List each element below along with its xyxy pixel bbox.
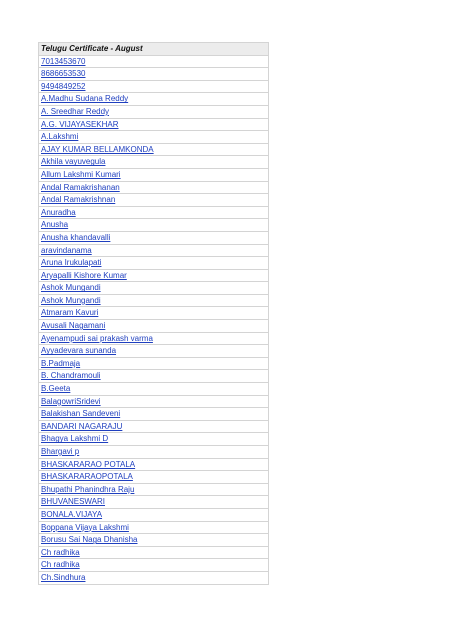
list-cell bbox=[39, 420, 269, 433]
list-row bbox=[39, 93, 269, 106]
list-cell bbox=[39, 206, 269, 219]
list-cell bbox=[39, 80, 269, 93]
list-row bbox=[39, 383, 269, 396]
list-row bbox=[39, 118, 269, 131]
list-row bbox=[39, 257, 269, 270]
list-cell bbox=[39, 131, 269, 144]
list-row bbox=[39, 168, 269, 181]
list-cell bbox=[39, 257, 269, 270]
list-row bbox=[39, 131, 269, 144]
list-row bbox=[39, 559, 269, 572]
list-cell bbox=[39, 357, 269, 370]
list-cell bbox=[39, 307, 269, 320]
list-cell bbox=[39, 105, 269, 118]
name-link[interactable]: A.G. VIJAYASEKHAR bbox=[41, 119, 119, 129]
list-cell bbox=[39, 370, 269, 383]
list-row bbox=[39, 244, 269, 257]
list-row bbox=[39, 231, 269, 244]
name-link[interactable]: Ch.Sindhura bbox=[41, 572, 86, 582]
list-row bbox=[39, 307, 269, 320]
list-cell bbox=[39, 571, 269, 584]
list-cell bbox=[39, 68, 269, 81]
certificate-list-body bbox=[39, 43, 269, 585]
list-cell bbox=[39, 181, 269, 194]
list-cell bbox=[39, 231, 269, 244]
name-link[interactable]: 7013453670 bbox=[41, 56, 86, 66]
list-row bbox=[39, 546, 269, 559]
list-row bbox=[39, 357, 269, 370]
name-link[interactable]: Ch radhika bbox=[41, 560, 80, 570]
list-cell bbox=[39, 408, 269, 421]
list-cell bbox=[39, 118, 269, 131]
list-cell bbox=[39, 446, 269, 459]
list-row bbox=[39, 206, 269, 219]
name-link[interactable]: Bhupathi Phanindhra Raju bbox=[41, 484, 135, 494]
list-cell bbox=[39, 345, 269, 358]
list-cell bbox=[39, 244, 269, 257]
list-row bbox=[39, 534, 269, 547]
list-cell bbox=[39, 194, 269, 207]
name-link[interactable]: BalagowriSridevi bbox=[41, 396, 101, 406]
list-cell bbox=[39, 534, 269, 547]
name-link[interactable]: A. Sreedhar Reddy bbox=[41, 106, 110, 116]
list-cell bbox=[39, 156, 269, 169]
list-cell bbox=[39, 383, 269, 396]
list-row bbox=[39, 345, 269, 358]
list-cell bbox=[39, 282, 269, 295]
list-row bbox=[39, 458, 269, 471]
name-link[interactable]: Akhila vayuvegula bbox=[41, 157, 106, 167]
name-link[interactable]: BHASKARARAOPOTALA bbox=[41, 472, 133, 482]
list-row bbox=[39, 294, 269, 307]
name-link[interactable]: Atmaram Kavuri bbox=[41, 308, 99, 318]
list-cell bbox=[39, 508, 269, 521]
name-link[interactable]: Ch radhika bbox=[41, 547, 80, 557]
list-cell bbox=[39, 496, 269, 509]
list-cell bbox=[39, 546, 269, 559]
name-link[interactable]: Borusu Sai Naga Dhanisha bbox=[41, 535, 138, 545]
list-row bbox=[39, 105, 269, 118]
list-cell bbox=[39, 219, 269, 232]
name-link[interactable]: Boppana Vijaya Lakshmi bbox=[41, 522, 129, 532]
name-link[interactable]: Bhagya Lakshmi D bbox=[41, 434, 109, 444]
list-row bbox=[39, 320, 269, 333]
name-link[interactable]: Anuradha bbox=[41, 207, 76, 217]
list-row bbox=[39, 433, 269, 446]
name-link[interactable]: Avusali Nagamani bbox=[41, 321, 106, 331]
name-link[interactable]: B. Chandramouli bbox=[41, 371, 101, 381]
name-link[interactable]: A.Lakshmi bbox=[41, 132, 79, 142]
list-row bbox=[39, 471, 269, 484]
name-link[interactable]: B.Geeta bbox=[41, 384, 71, 394]
list-cell bbox=[39, 55, 269, 68]
certificate-list-table bbox=[38, 42, 269, 585]
list-cell bbox=[39, 143, 269, 156]
list-row bbox=[39, 269, 269, 282]
name-link[interactable]: Ashok Mungandi bbox=[41, 295, 101, 305]
list-row bbox=[39, 571, 269, 584]
list-cell bbox=[39, 294, 269, 307]
list-row bbox=[39, 332, 269, 345]
name-link[interactable]: Allum Lakshmi Kumari bbox=[41, 169, 121, 179]
list-cell bbox=[39, 433, 269, 446]
list-row bbox=[39, 219, 269, 232]
list-cell bbox=[39, 483, 269, 496]
name-link[interactable]: A.Madhu Sudana Reddy bbox=[41, 94, 129, 104]
list-cell bbox=[39, 93, 269, 106]
list-row bbox=[39, 496, 269, 509]
list-row bbox=[39, 446, 269, 459]
name-link[interactable]: Ashok Mungandi bbox=[41, 283, 101, 293]
list-cell bbox=[39, 395, 269, 408]
name-link[interactable]: Ayyadevara sunanda bbox=[41, 346, 117, 356]
name-link[interactable]: Anusha khandavalli bbox=[41, 232, 111, 242]
name-link[interactable]: Anusha bbox=[41, 220, 69, 230]
list-row bbox=[39, 68, 269, 81]
name-link[interactable]: Balakishan Sandeveni bbox=[41, 409, 121, 419]
name-link[interactable]: Aruna Irukulapati bbox=[41, 258, 102, 268]
list-cell bbox=[39, 559, 269, 572]
list-cell bbox=[39, 320, 269, 333]
name-link[interactable]: 9494849252 bbox=[41, 81, 86, 91]
name-link[interactable]: aravindanama bbox=[41, 245, 92, 255]
list-row bbox=[39, 55, 269, 68]
list-row bbox=[39, 80, 269, 93]
name-link[interactable]: Bhargavi p bbox=[41, 447, 80, 456]
list-row bbox=[39, 156, 269, 169]
list-cell bbox=[39, 332, 269, 345]
list-row bbox=[39, 194, 269, 207]
list-row bbox=[39, 521, 269, 534]
list-row bbox=[39, 370, 269, 383]
list-row bbox=[39, 282, 269, 295]
list-cell bbox=[39, 269, 269, 282]
list-cell bbox=[39, 521, 269, 534]
list-cell bbox=[39, 168, 269, 181]
name-link[interactable]: 8686653530 bbox=[41, 69, 86, 79]
name-link[interactable]: BANDARI NAGARAJU bbox=[41, 421, 123, 431]
list-row bbox=[39, 508, 269, 521]
name-link[interactable]: Andal Ramakrishanan bbox=[41, 182, 120, 192]
header-row bbox=[39, 43, 269, 56]
name-link[interactable]: BHASKARARAO POTALA bbox=[41, 459, 136, 469]
name-link[interactable]: Andal Ramakrishnan bbox=[41, 195, 116, 205]
name-link[interactable]: AJAY KUMAR BELLAMKONDA bbox=[41, 144, 154, 154]
name-link[interactable]: Aryapalli Kishore Kumar bbox=[41, 270, 127, 280]
list-title: Telugu Certificate - August bbox=[39, 43, 269, 56]
list-row bbox=[39, 143, 269, 156]
list-row bbox=[39, 181, 269, 194]
list-cell bbox=[39, 471, 269, 484]
list-cell bbox=[39, 458, 269, 471]
list-row bbox=[39, 395, 269, 408]
list-row bbox=[39, 420, 269, 433]
name-link[interactable]: BHUVANESWARI bbox=[41, 497, 106, 507]
list-row bbox=[39, 408, 269, 421]
list-row bbox=[39, 483, 269, 496]
name-link[interactable]: B.Padmaja bbox=[41, 358, 81, 368]
name-link[interactable]: BONALA.VIJAYA bbox=[41, 509, 103, 519]
name-link[interactable]: Ayenampudi sai prakash varma bbox=[41, 333, 153, 343]
